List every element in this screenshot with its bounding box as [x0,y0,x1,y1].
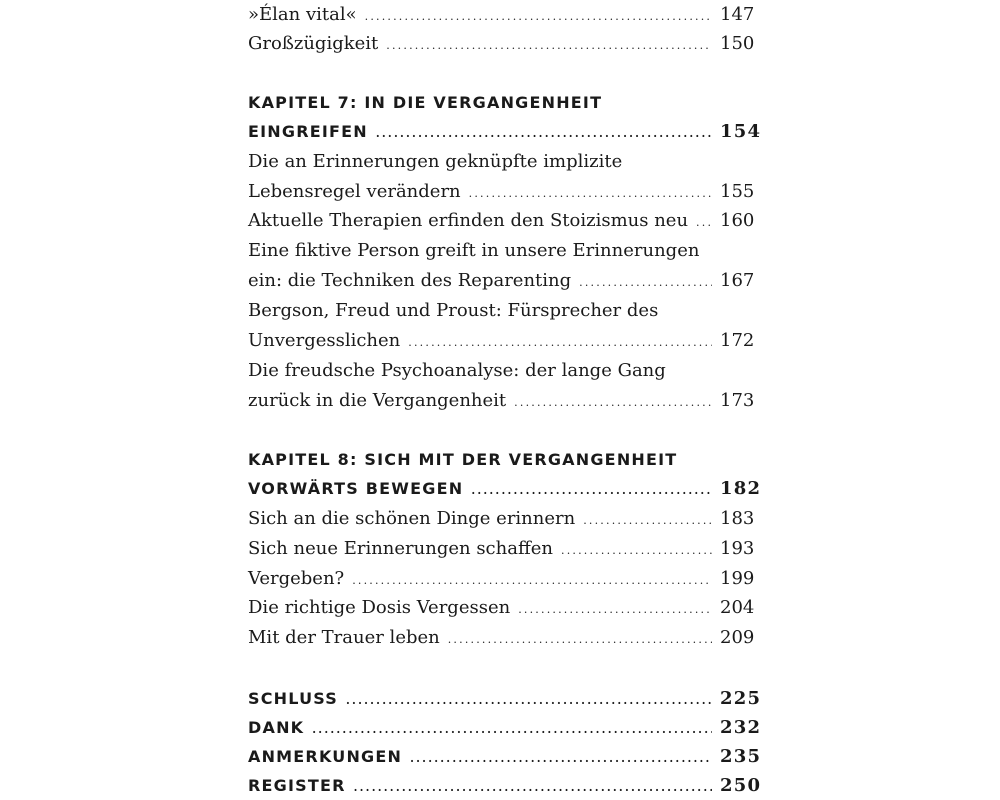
chapter-heading-line1: KAPITEL 7: IN DIE VERGANGENHEIT [248,93,603,112]
toc-entry [248,300,754,321]
toc-entry-title: Die an Erinnerungen geknüpfte implizite [248,151,623,172]
dot-leader [312,723,712,736]
chapter-heading-line1: KAPITEL 8: SICH MIT DER VERGANGENHEIT [248,450,678,469]
toc-entry [248,151,754,172]
toc-entry-page: 150 [720,33,755,54]
toc-entry [248,270,754,291]
dot-leader [579,276,712,289]
dot-leader [448,633,712,646]
chapter-heading-line2: VORWÄRTS BEWEGEN [248,479,464,498]
toc-entry-title: Lebensregel verändern [248,181,461,202]
toc-entry-title: Vergeben? [248,568,345,589]
dot-leader [386,39,712,52]
toc-entry-page: 155 [720,181,755,202]
toc-entry-title: Großzügigkeit [248,33,379,54]
toc-entry-title: Mit der Trauer leben [248,627,440,648]
dot-leader [352,574,712,587]
dot-leader [408,336,712,349]
chapter-heading [248,121,762,142]
dot-leader [561,544,712,557]
dot-leader [696,216,712,229]
toc-entry [248,390,754,411]
toc-entry-title: ein: die Techniken des Reparenting [248,270,572,291]
toc-entry-title: Die freudsche Psychoanalyse: der lange Gang [248,360,666,381]
toc-entry-page: 209 [720,627,755,648]
dot-leader [376,127,712,140]
toc-entry-title: Unvergesslichen [248,330,401,351]
toc-entry-page: 154 [720,121,762,142]
toc-entry-page: 160 [720,210,755,231]
chapter-heading [248,478,762,499]
dot-leader [514,396,712,409]
toc-entry-page: 199 [720,568,755,589]
toc-section [248,717,762,738]
toc-section-title: DANK [248,718,305,737]
toc-entry-page: 193 [720,538,755,559]
toc-entry-page: 232 [720,717,762,738]
toc-entry [248,597,754,618]
toc-entry-page: 173 [720,390,755,411]
toc-entry [248,210,754,231]
toc-entry-title: Bergson, Freud und Proust: Fürsprecher des [248,300,659,321]
toc-entry-page: 225 [720,688,762,709]
dot-leader [469,187,712,200]
toc-entry-title: Die richtige Dosis Vergessen [248,597,511,618]
toc-entry [248,33,754,54]
chapter-heading [248,450,754,469]
toc-entry-page: 183 [720,508,755,529]
toc-section [248,775,762,796]
dot-leader [365,10,712,23]
toc-entry [248,508,754,529]
toc-entry-page: 147 [720,4,755,25]
toc-entry [248,240,754,261]
toc-entry [248,330,754,351]
dot-leader [410,752,712,765]
toc-entry-title: Sich neue Erinnerungen schaffen [248,538,553,559]
toc-entry-page: 204 [720,597,755,618]
toc-section [248,746,762,767]
toc-entry [248,568,754,589]
toc-entry [248,627,754,648]
toc-entry [248,4,754,25]
toc-entry-title: zurück in die Vergangenheit [248,390,507,411]
toc-entry-page: 167 [720,270,755,291]
toc-entry [248,181,754,202]
dot-leader [471,484,712,497]
toc-entry-title: Aktuelle Therapien erfinden den Stoizismus neu [248,210,689,231]
dot-leader [583,514,712,527]
toc-section-title: REGISTER [248,776,346,795]
chapter-heading [248,93,754,112]
toc-entry-page: 250 [720,775,762,796]
toc-entry-page: 235 [720,746,762,767]
toc-entry [248,538,754,559]
toc-entry-title: Eine fiktive Person greift in unsere Erinnerungen [248,240,700,261]
toc-section-title: ANMERKUNGEN [248,747,403,766]
toc-entry-title: Sich an die schönen Dinge erinnern [248,508,576,529]
dot-leader [354,781,712,794]
toc-entry-title: »Élan vital« [248,4,357,25]
dot-leader [346,694,712,707]
dot-leader [518,603,712,616]
toc-entry [248,360,754,381]
toc-entry-page: 172 [720,330,755,351]
chapter-heading-line2: EINGREIFEN [248,122,368,141]
toc-section [248,688,762,709]
toc-section-title: SCHLUSS [248,689,339,708]
toc-entry-page: 182 [720,478,762,499]
